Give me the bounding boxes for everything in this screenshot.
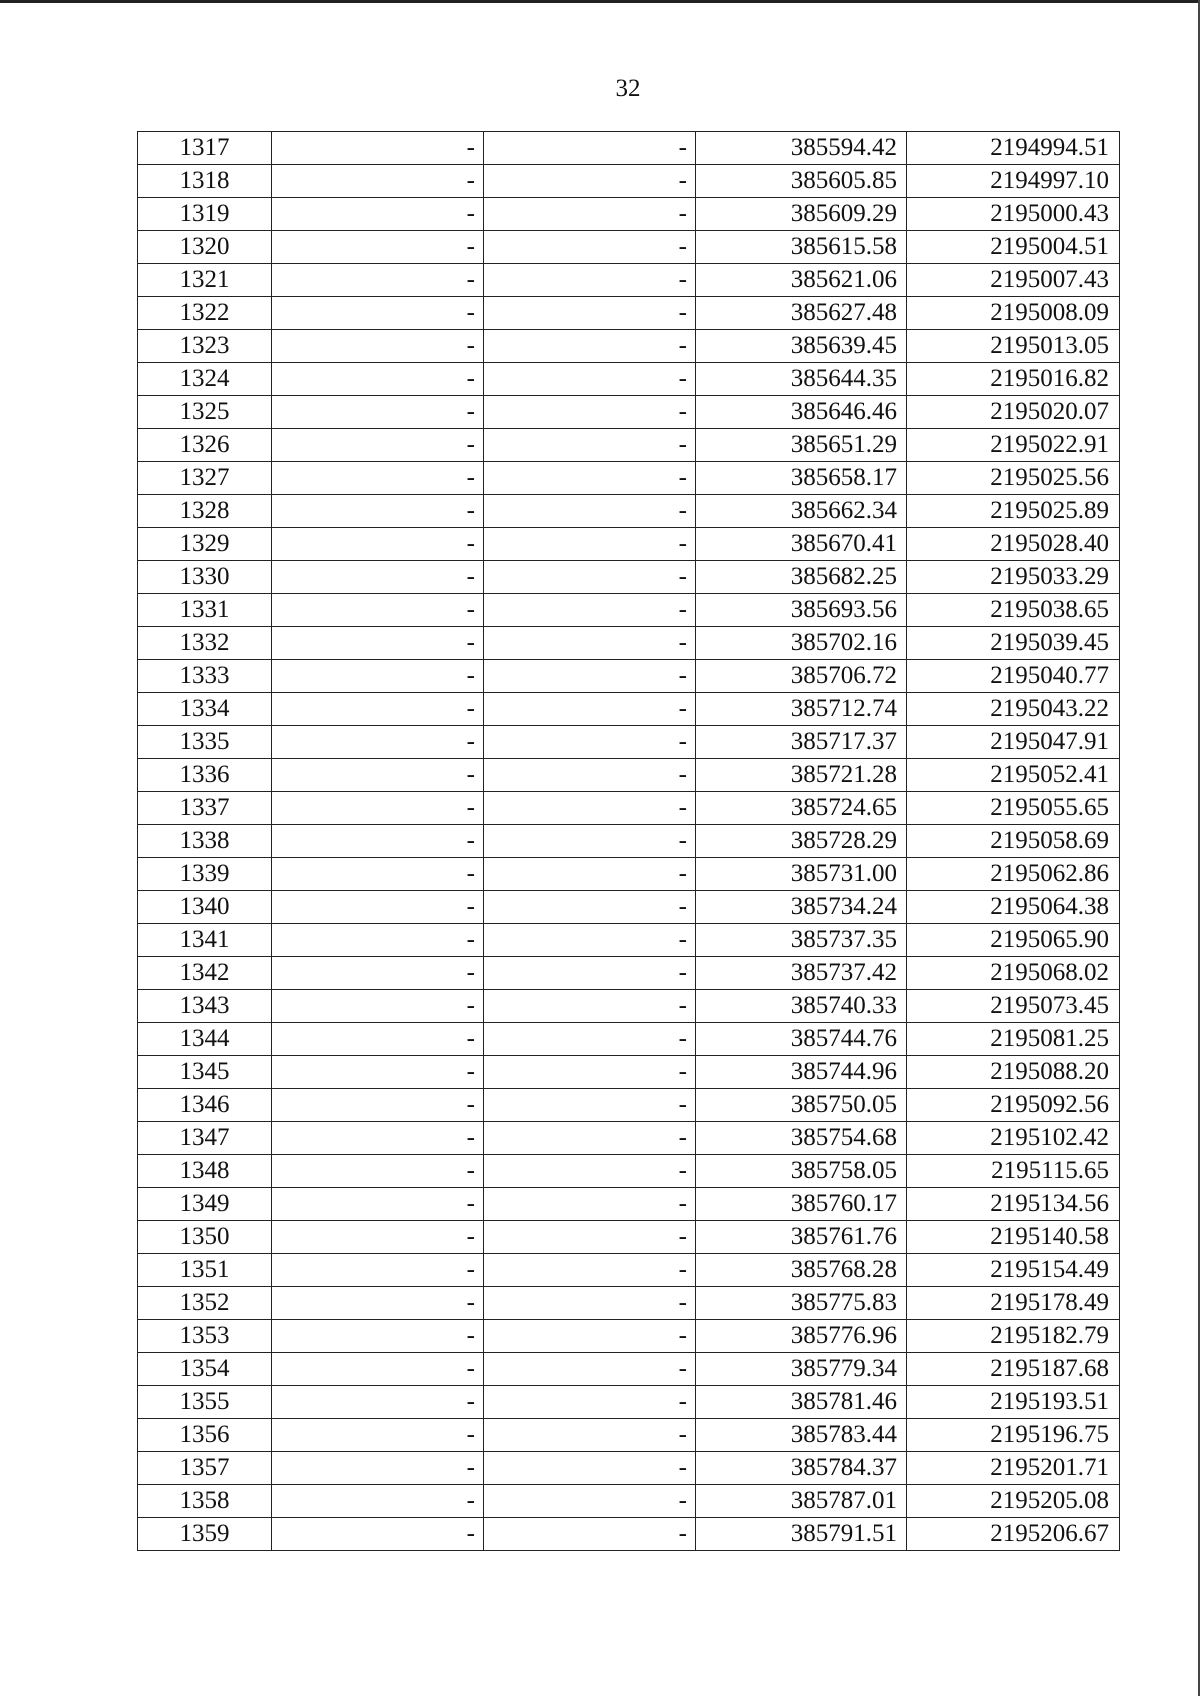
empty-value-cell: - (272, 825, 484, 858)
point-id-cell: 1326 (138, 429, 272, 462)
x-coordinate-cell: 385639.45 (696, 330, 907, 363)
table-row (138, 297, 1120, 330)
empty-value-cell: - (484, 1320, 696, 1353)
point-id-cell: 1329 (138, 528, 272, 561)
x-coordinate-cell: 385791.51 (696, 1518, 907, 1551)
table-row (138, 1287, 1120, 1320)
point-id-cell: 1347 (138, 1122, 272, 1155)
x-coordinate-cell: 385644.35 (696, 363, 907, 396)
empty-value-cell: - (272, 1122, 484, 1155)
x-coordinate-cell: 385750.05 (696, 1089, 907, 1122)
empty-value-cell: - (484, 858, 696, 891)
empty-value-cell: - (272, 792, 484, 825)
empty-value-cell: - (484, 627, 696, 660)
empty-value-cell: - (272, 1188, 484, 1221)
table-row (138, 231, 1120, 264)
y-coordinate-cell: 2195073.45 (907, 990, 1120, 1023)
empty-value-cell: - (272, 1221, 484, 1254)
x-coordinate-cell: 385621.06 (696, 264, 907, 297)
point-id-cell: 1355 (138, 1386, 272, 1419)
point-id-cell: 1343 (138, 990, 272, 1023)
empty-value-cell: - (272, 495, 484, 528)
x-coordinate-cell: 385731.00 (696, 858, 907, 891)
x-coordinate-cell: 385776.96 (696, 1320, 907, 1353)
y-coordinate-cell: 2195000.43 (907, 198, 1120, 231)
empty-value-cell: - (272, 528, 484, 561)
point-id-cell: 1333 (138, 660, 272, 693)
point-id-cell: 1322 (138, 297, 272, 330)
point-id-cell: 1341 (138, 924, 272, 957)
page-number: 32 (615, 75, 641, 102)
table-row (138, 1452, 1120, 1485)
empty-value-cell: - (484, 1023, 696, 1056)
empty-value-cell: - (272, 759, 484, 792)
empty-value-cell: - (484, 528, 696, 561)
y-coordinate-cell: 2195088.20 (907, 1056, 1120, 1089)
empty-value-cell: - (484, 792, 696, 825)
x-coordinate-cell: 385646.46 (696, 396, 907, 429)
empty-value-cell: - (484, 1122, 696, 1155)
empty-value-cell: - (484, 1056, 696, 1089)
x-coordinate-cell: 385662.34 (696, 495, 907, 528)
x-coordinate-cell: 385783.44 (696, 1419, 907, 1452)
x-coordinate-cell: 385761.76 (696, 1221, 907, 1254)
x-coordinate-cell: 385702.16 (696, 627, 907, 660)
table-row (138, 924, 1120, 957)
empty-value-cell: - (484, 759, 696, 792)
y-coordinate-cell: 2195020.07 (907, 396, 1120, 429)
y-coordinate-cell: 2195178.49 (907, 1287, 1120, 1320)
y-coordinate-cell: 2195092.56 (907, 1089, 1120, 1122)
empty-value-cell: - (272, 462, 484, 495)
empty-value-cell: - (272, 297, 484, 330)
y-coordinate-cell: 2195004.51 (907, 231, 1120, 264)
empty-value-cell: - (272, 231, 484, 264)
y-coordinate-cell: 2195022.91 (907, 429, 1120, 462)
empty-value-cell: - (484, 231, 696, 264)
table-row (138, 792, 1120, 825)
point-id-cell: 1348 (138, 1155, 272, 1188)
y-coordinate-cell: 2195058.69 (907, 825, 1120, 858)
empty-value-cell: - (272, 429, 484, 462)
point-id-cell: 1332 (138, 627, 272, 660)
x-coordinate-cell: 385651.29 (696, 429, 907, 462)
point-id-cell: 1357 (138, 1452, 272, 1485)
y-coordinate-cell: 2195187.68 (907, 1353, 1120, 1386)
x-coordinate-cell: 385734.24 (696, 891, 907, 924)
x-coordinate-cell: 385768.28 (696, 1254, 907, 1287)
x-coordinate-cell: 385594.42 (696, 132, 907, 165)
y-coordinate-cell: 2195206.67 (907, 1518, 1120, 1551)
x-coordinate-cell: 385670.41 (696, 528, 907, 561)
point-id-cell: 1358 (138, 1485, 272, 1518)
point-id-cell: 1338 (138, 825, 272, 858)
empty-value-cell: - (272, 1287, 484, 1320)
y-coordinate-cell: 2195140.58 (907, 1221, 1120, 1254)
empty-value-cell: - (484, 1155, 696, 1188)
empty-value-cell: - (484, 198, 696, 231)
y-coordinate-cell: 2195062.86 (907, 858, 1120, 891)
point-id-cell: 1336 (138, 759, 272, 792)
x-coordinate-cell: 385724.65 (696, 792, 907, 825)
point-id-cell: 1321 (138, 264, 272, 297)
y-coordinate-cell: 2194994.51 (907, 132, 1120, 165)
y-coordinate-cell: 2195196.75 (907, 1419, 1120, 1452)
empty-value-cell: - (272, 990, 484, 1023)
y-coordinate-cell: 2195039.45 (907, 627, 1120, 660)
point-id-cell: 1349 (138, 1188, 272, 1221)
point-id-cell: 1342 (138, 957, 272, 990)
table-row (138, 1419, 1120, 1452)
y-coordinate-cell: 2195068.02 (907, 957, 1120, 990)
empty-value-cell: - (484, 990, 696, 1023)
point-id-cell: 1344 (138, 1023, 272, 1056)
y-coordinate-cell: 2195182.79 (907, 1320, 1120, 1353)
x-coordinate-cell: 385775.83 (696, 1287, 907, 1320)
empty-value-cell: - (484, 1353, 696, 1386)
empty-value-cell: - (484, 396, 696, 429)
y-coordinate-cell: 2195201.71 (907, 1452, 1120, 1485)
empty-value-cell: - (272, 858, 484, 891)
x-coordinate-cell: 385779.34 (696, 1353, 907, 1386)
table-row (138, 990, 1120, 1023)
point-id-cell: 1325 (138, 396, 272, 429)
empty-value-cell: - (484, 1518, 696, 1551)
table-row (138, 1188, 1120, 1221)
x-coordinate-cell: 385717.37 (696, 726, 907, 759)
empty-value-cell: - (484, 594, 696, 627)
empty-value-cell: - (484, 660, 696, 693)
y-coordinate-cell: 2195065.90 (907, 924, 1120, 957)
point-id-cell: 1330 (138, 561, 272, 594)
y-coordinate-cell: 2195064.38 (907, 891, 1120, 924)
table-row (138, 363, 1120, 396)
table-row (138, 1155, 1120, 1188)
empty-value-cell: - (484, 825, 696, 858)
empty-value-cell: - (272, 957, 484, 990)
table-row (138, 957, 1120, 990)
point-id-cell: 1327 (138, 462, 272, 495)
point-id-cell: 1346 (138, 1089, 272, 1122)
x-coordinate-cell: 385758.05 (696, 1155, 907, 1188)
table-row (138, 891, 1120, 924)
table-row (138, 1518, 1120, 1551)
empty-value-cell: - (272, 891, 484, 924)
empty-value-cell: - (272, 330, 484, 363)
x-coordinate-cell: 385721.28 (696, 759, 907, 792)
empty-value-cell: - (484, 330, 696, 363)
empty-value-cell: - (272, 1056, 484, 1089)
empty-value-cell: - (272, 1485, 484, 1518)
x-coordinate-cell: 385760.17 (696, 1188, 907, 1221)
empty-value-cell: - (484, 264, 696, 297)
point-id-cell: 1350 (138, 1221, 272, 1254)
y-coordinate-cell: 2195028.40 (907, 528, 1120, 561)
point-id-cell: 1334 (138, 693, 272, 726)
point-id-cell: 1345 (138, 1056, 272, 1089)
empty-value-cell: - (484, 1221, 696, 1254)
empty-value-cell: - (272, 165, 484, 198)
table-row (138, 594, 1120, 627)
point-id-cell: 1318 (138, 165, 272, 198)
x-coordinate-cell: 385605.85 (696, 165, 907, 198)
y-coordinate-cell: 2195102.42 (907, 1122, 1120, 1155)
empty-value-cell: - (484, 1485, 696, 1518)
point-id-cell: 1352 (138, 1287, 272, 1320)
empty-value-cell: - (272, 396, 484, 429)
table-row (138, 132, 1120, 165)
x-coordinate-cell: 385693.56 (696, 594, 907, 627)
x-coordinate-cell: 385712.74 (696, 693, 907, 726)
table-row (138, 1320, 1120, 1353)
table-row (138, 198, 1120, 231)
y-coordinate-cell: 2195052.41 (907, 759, 1120, 792)
point-id-cell: 1328 (138, 495, 272, 528)
y-coordinate-cell: 2195025.56 (907, 462, 1120, 495)
y-coordinate-cell: 2195055.65 (907, 792, 1120, 825)
empty-value-cell: - (484, 363, 696, 396)
empty-value-cell: - (272, 132, 484, 165)
y-coordinate-cell: 2195008.09 (907, 297, 1120, 330)
empty-value-cell: - (484, 1386, 696, 1419)
point-id-cell: 1351 (138, 1254, 272, 1287)
empty-value-cell: - (484, 957, 696, 990)
point-id-cell: 1354 (138, 1353, 272, 1386)
empty-value-cell: - (484, 891, 696, 924)
empty-value-cell: - (272, 594, 484, 627)
point-id-cell: 1339 (138, 858, 272, 891)
empty-value-cell: - (272, 1254, 484, 1287)
empty-value-cell: - (272, 1155, 484, 1188)
empty-value-cell: - (484, 1188, 696, 1221)
y-coordinate-cell: 2195038.65 (907, 594, 1120, 627)
y-coordinate-cell: 2195134.56 (907, 1188, 1120, 1221)
x-coordinate-cell: 385609.29 (696, 198, 907, 231)
point-id-cell: 1356 (138, 1419, 272, 1452)
empty-value-cell: - (484, 1287, 696, 1320)
y-coordinate-cell: 2195047.91 (907, 726, 1120, 759)
table-row (138, 396, 1120, 429)
empty-value-cell: - (272, 627, 484, 660)
empty-value-cell: - (484, 1419, 696, 1452)
table-row (138, 495, 1120, 528)
point-id-cell: 1320 (138, 231, 272, 264)
empty-value-cell: - (272, 660, 484, 693)
table-row (138, 1023, 1120, 1056)
empty-value-cell: - (272, 1518, 484, 1551)
table-row (138, 528, 1120, 561)
table-body (138, 132, 1120, 1551)
point-id-cell: 1331 (138, 594, 272, 627)
x-coordinate-cell: 385784.37 (696, 1452, 907, 1485)
empty-value-cell: - (272, 363, 484, 396)
y-coordinate-cell: 2195013.05 (907, 330, 1120, 363)
x-coordinate-cell: 385744.96 (696, 1056, 907, 1089)
point-id-cell: 1337 (138, 792, 272, 825)
coordinate-table (137, 131, 1120, 1551)
table-row (138, 561, 1120, 594)
y-coordinate-cell: 2195033.29 (907, 561, 1120, 594)
table-row (138, 693, 1120, 726)
table-row (138, 462, 1120, 495)
empty-value-cell: - (484, 1254, 696, 1287)
x-coordinate-cell: 385615.58 (696, 231, 907, 264)
table-row (138, 858, 1120, 891)
point-id-cell: 1353 (138, 1320, 272, 1353)
empty-value-cell: - (484, 297, 696, 330)
table-row (138, 825, 1120, 858)
empty-value-cell: - (272, 693, 484, 726)
empty-value-cell: - (272, 726, 484, 759)
empty-value-cell: - (484, 165, 696, 198)
table-row (138, 1089, 1120, 1122)
empty-value-cell: - (272, 561, 484, 594)
empty-value-cell: - (484, 924, 696, 957)
y-coordinate-cell: 2195016.82 (907, 363, 1120, 396)
empty-value-cell: - (484, 1452, 696, 1485)
table-row (138, 726, 1120, 759)
y-coordinate-cell: 2195025.89 (907, 495, 1120, 528)
x-coordinate-cell: 385658.17 (696, 462, 907, 495)
empty-value-cell: - (484, 495, 696, 528)
x-coordinate-cell: 385627.48 (696, 297, 907, 330)
y-coordinate-cell: 2195193.51 (907, 1386, 1120, 1419)
point-id-cell: 1323 (138, 330, 272, 363)
y-coordinate-cell: 2195154.49 (907, 1254, 1120, 1287)
y-coordinate-cell: 2195043.22 (907, 693, 1120, 726)
empty-value-cell: - (484, 429, 696, 462)
table-row (138, 264, 1120, 297)
x-coordinate-cell: 385682.25 (696, 561, 907, 594)
table-row (138, 660, 1120, 693)
table-row (138, 1254, 1120, 1287)
table-row (138, 1056, 1120, 1089)
x-coordinate-cell: 385781.46 (696, 1386, 907, 1419)
empty-value-cell: - (272, 1452, 484, 1485)
point-id-cell: 1340 (138, 891, 272, 924)
x-coordinate-cell: 385706.72 (696, 660, 907, 693)
empty-value-cell: - (484, 132, 696, 165)
table-row (138, 1353, 1120, 1386)
y-coordinate-cell: 2195081.25 (907, 1023, 1120, 1056)
point-id-cell: 1317 (138, 132, 272, 165)
empty-value-cell: - (484, 726, 696, 759)
x-coordinate-cell: 385740.33 (696, 990, 907, 1023)
empty-value-cell: - (272, 1353, 484, 1386)
y-coordinate-cell: 2195205.08 (907, 1485, 1120, 1518)
table-row (138, 1221, 1120, 1254)
empty-value-cell: - (484, 693, 696, 726)
empty-value-cell: - (272, 1419, 484, 1452)
y-coordinate-cell: 2195115.65 (907, 1155, 1120, 1188)
point-id-cell: 1319 (138, 198, 272, 231)
table-row (138, 165, 1120, 198)
empty-value-cell: - (272, 1023, 484, 1056)
empty-value-cell: - (272, 1386, 484, 1419)
empty-value-cell: - (272, 1089, 484, 1122)
x-coordinate-cell: 385737.42 (696, 957, 907, 990)
y-coordinate-cell: 2195040.77 (907, 660, 1120, 693)
empty-value-cell: - (272, 924, 484, 957)
empty-value-cell: - (484, 462, 696, 495)
page-border-top (0, 0, 1200, 3)
table-row (138, 1485, 1120, 1518)
x-coordinate-cell: 385728.29 (696, 825, 907, 858)
y-coordinate-cell: 2194997.10 (907, 165, 1120, 198)
point-id-cell: 1359 (138, 1518, 272, 1551)
x-coordinate-cell: 385737.35 (696, 924, 907, 957)
table-row (138, 1386, 1120, 1419)
y-coordinate-cell: 2195007.43 (907, 264, 1120, 297)
empty-value-cell: - (484, 1089, 696, 1122)
table-row (138, 759, 1120, 792)
x-coordinate-cell: 385787.01 (696, 1485, 907, 1518)
point-id-cell: 1335 (138, 726, 272, 759)
empty-value-cell: - (484, 561, 696, 594)
x-coordinate-cell: 385754.68 (696, 1122, 907, 1155)
table-row (138, 429, 1120, 462)
point-id-cell: 1324 (138, 363, 272, 396)
table-row (138, 1122, 1120, 1155)
table-row (138, 330, 1120, 363)
empty-value-cell: - (272, 264, 484, 297)
table-row (138, 627, 1120, 660)
empty-value-cell: - (272, 198, 484, 231)
empty-value-cell: - (272, 1320, 484, 1353)
x-coordinate-cell: 385744.76 (696, 1023, 907, 1056)
